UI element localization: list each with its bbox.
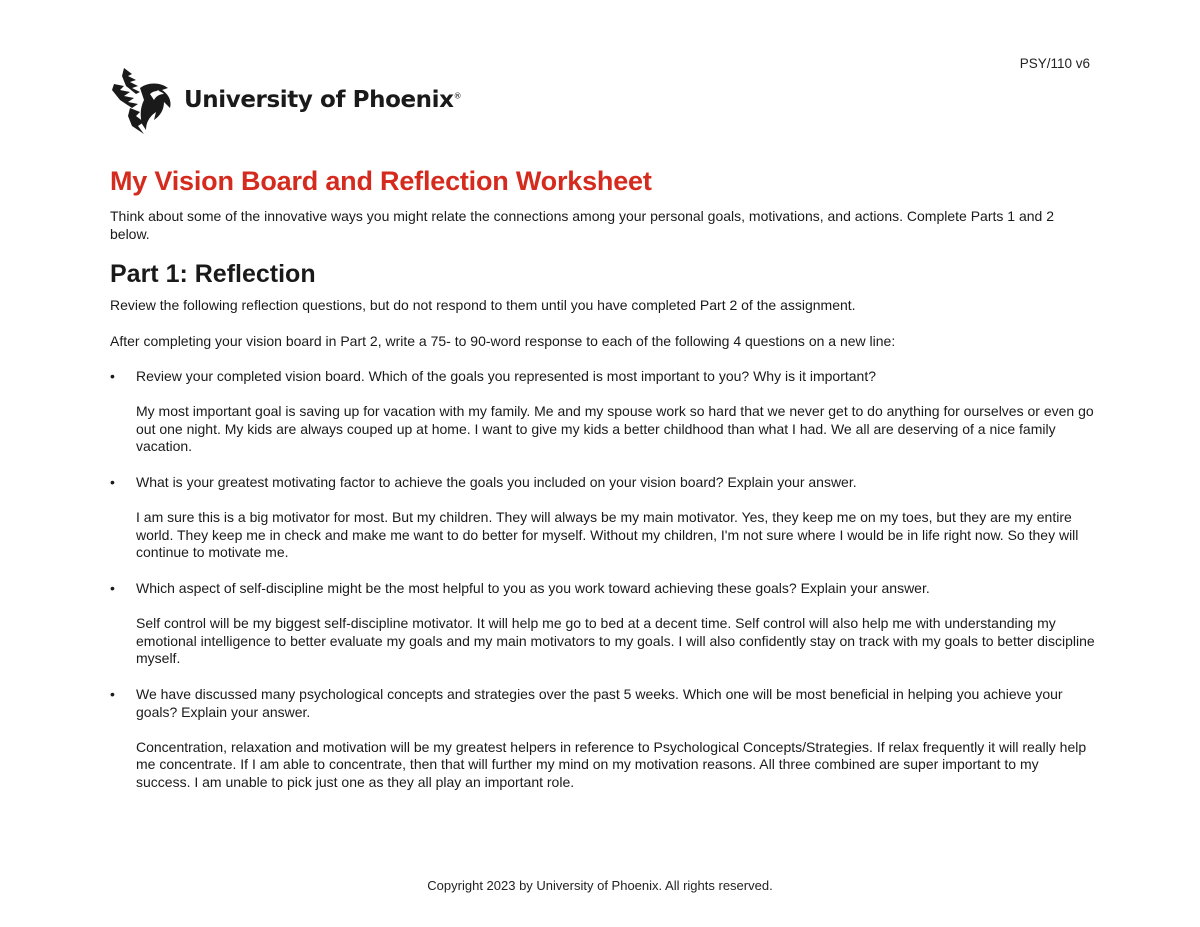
question-text: Review your completed vision board. Which of the goals you represented is most important to you? Why is it important? (136, 368, 877, 384)
logo-wordmark (184, 87, 461, 113)
part1-instruction-1: Review the following reflection questions, but do not respond to them until you have completed Part 2 of the assignment. (110, 297, 856, 313)
intro-paragraph: Think about some of the innovative ways you might relate the connections among your personal goals, motivations, and actions. Complete Parts 1 and 2 below. (110, 208, 1054, 242)
bullet-icon: • (110, 368, 115, 384)
copyright-footer: Copyright 2023 by University of Phoenix. All rights reserved. (427, 878, 773, 893)
answer-text: Self control will be my biggest self-discipline motivator. It will help me go to bed at a decent time. Self control will also help me with understanding my emotional intelligence to better evaluate my goals and my main motivators to my goals. I will also confidently stay on track with my goals to better discipline myself. (136, 615, 1095, 666)
course-code: PSY/110 v6 (1019, 56, 1090, 71)
answer-text: I am sure this is a big motivator for most. But my children. They will always be my main motivator. Yes, they keep me on my toes, but they are my entire world. They keep me in check and make me want to do better for myself. Without my children, I'm not sure where I would be in life right now. So they will continue to motivate me. (136, 509, 1079, 560)
registered-mark: ® (453, 91, 462, 101)
bullet-icon: • (110, 474, 115, 490)
answer-text: My most important goal is saving up for vacation with my family. Me and my spouse work so hard that we never get to do anything for ourselves or even go out one night. My kids are always couped up at home. I want to give my kids a better childhood than what I had. We all are deserving of a nice family vacation. (136, 403, 1094, 454)
question-block-1 (110, 368, 1095, 456)
question-text: Which aspect of self-discipline might be the most helpful to you as you work toward achieving these goals? Explain your answer. (136, 580, 930, 596)
phoenix-icon (110, 64, 180, 136)
part1-instruction-2: After completing your vision board in Part 2, write a 75- to 90-word response to each of the following 4 questions on a new line: (110, 333, 896, 349)
question-text: We have discussed many psychological concepts and strategies over the past 5 weeks. Which one will be most beneficial in helping you achieve your goals? Explain your answer. (136, 686, 1063, 720)
question-block-4 (110, 686, 1095, 791)
worksheet-title: My Vision Board and Reflection Worksheet (110, 166, 652, 196)
question-block-3 (110, 580, 1095, 668)
bullet-icon: • (110, 580, 115, 596)
logo-text: University of Phoenix (184, 87, 454, 113)
answer-text: Concentration, relaxation and motivation will be my greatest helpers in reference to Psychological Concepts/Strategies. If relax frequently it will really help me concentrate. If I am able to concentrate, then that will further my mind on my motivation reasons. All three combined are super important to my success. I am unable to pick just one as they all play an important role. (136, 738, 1087, 790)
bullet-icon: • (110, 686, 115, 702)
question-text: What is your greatest motivating factor to achieve the goals you included on your vision board? Explain your answer. (136, 474, 857, 490)
university-logo (110, 64, 461, 136)
part1-heading: Part 1: Reflection (110, 260, 316, 288)
question-block-2 (110, 474, 1095, 562)
